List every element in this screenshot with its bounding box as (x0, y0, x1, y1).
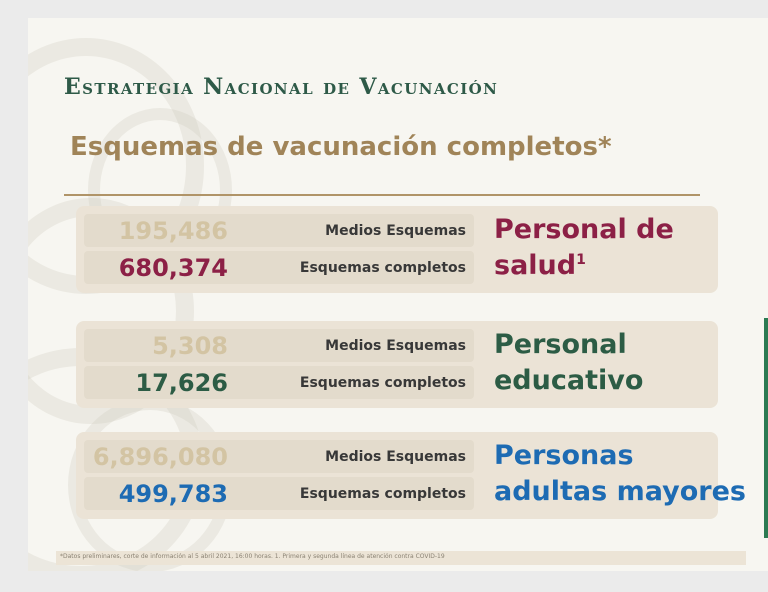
group-name-line2: adultas mayores (494, 476, 746, 507)
group-name-line1: Personal de (494, 214, 674, 245)
complete-schemes-row (84, 366, 474, 399)
side-accent-bar (764, 318, 768, 538)
group-name-line1: Personas (494, 440, 634, 471)
complete-schemes-value: 680,374 (118, 254, 228, 282)
group-name-line2: salud (494, 250, 577, 281)
footnote-text: *Datos preliminares, corte de información al 5 abril 2021, 16:00 horas. 1. Primera y segunda línea de atención contra COVID-19 (60, 553, 445, 560)
complete-schemes-value: 499,783 (118, 480, 228, 508)
half-schemes-row (84, 440, 474, 473)
half-schemes-value: 6,896,080 (92, 443, 228, 471)
group-personas-adultas-mayores (76, 432, 746, 519)
group-name-line2: educativo (494, 365, 644, 396)
footnote-bar (56, 551, 746, 565)
title-divider (64, 194, 700, 196)
complete-schemes-label: Esquemas completos (299, 486, 466, 502)
group-personal-educativo (76, 321, 718, 408)
footnote-marker: 1 (576, 252, 586, 268)
slide-subtitle: Esquemas de vacunación completos* (70, 132, 612, 162)
half-schemes-row (84, 214, 474, 247)
slide-title: Estrategia Nacional de Vacunación (64, 74, 499, 100)
complete-schemes-value: 17,626 (135, 369, 228, 397)
group-name (494, 438, 746, 510)
half-schemes-row (84, 329, 474, 362)
complete-schemes-row (84, 477, 474, 510)
half-schemes-value: 5,308 (152, 332, 228, 360)
group-personal-salud (76, 206, 718, 293)
slide (28, 18, 768, 571)
complete-schemes-row (84, 251, 474, 284)
group-name-line2-wrap (494, 248, 674, 284)
group-name (494, 327, 643, 399)
complete-schemes-label: Esquemas completos (299, 375, 466, 391)
half-schemes-label: Medios Esquemas (325, 223, 466, 239)
half-schemes-label: Medios Esquemas (325, 449, 466, 465)
complete-schemes-label: Esquemas completos (299, 260, 466, 276)
group-name (494, 212, 674, 284)
group-name-line1: Personal (494, 329, 627, 360)
half-schemes-value: 195,486 (118, 217, 228, 245)
half-schemes-label: Medios Esquemas (325, 338, 466, 354)
